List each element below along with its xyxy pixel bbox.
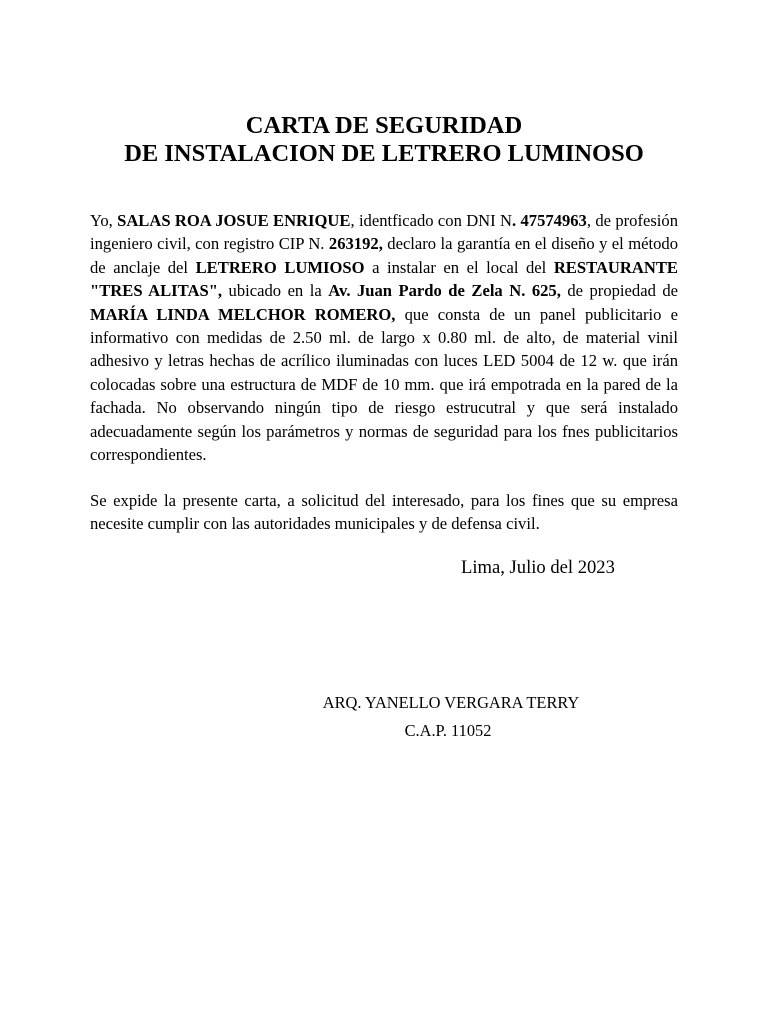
text-run: , identficado con DNI N [350,211,512,230]
document-title-line-2: DE INSTALACION DE LETRERO LUMINOSO [124,140,644,167]
signatory-name: ARQ. YANELLO VERGARA TERRY [322,693,580,712]
sign-type: LETRERO LUMIOSO [195,257,365,277]
text-run: Yo, [90,211,118,230]
text-run: a instalar en el local del [364,257,554,277]
signatory-registration: C.A.P. 11052 [404,721,492,740]
body-paragraph-1 [90,209,678,466]
restaurant-name: RESTAURANTE "TRES ALITAS", [90,257,678,301]
address: Av. Juan Pardo de Zela N. 625, [328,281,561,301]
dni-number: . 47574963 [512,211,587,230]
text-run: que consta de un panel publicitario e informativo con medidas de 2.50 ml. de largo x 0.80 ml. de alto, de material vinil adhesivo y letras hechas de acrílico iluminadas con luces LED 5004 de 12 w. que irán colocadas sobre una estructura de MDF de 10 mm. que irá empotrada en la pared de la fachada. No observando ningún tipo de riesgo estrucutral y que será instalado adecuadamente según los parámetros y normas de seguridad para los fnes publicitarios correspondientes. [90,304,678,465]
document-title-line-1: CARTA DE SEGURIDAD [245,112,523,139]
declarant-name: SALAS ROA JOSUE ENRIQUE [117,211,351,230]
text-run: ubicado en la [222,281,329,301]
cip-number: 263192, [328,234,383,254]
date-line: Lima, Julio del 2023 [461,557,615,578]
text-run: de propiedad de [560,281,679,301]
text-run: declaro la garantía en el diseño y el método de anclaje del [90,234,678,277]
owner-name: MARÍA LINDA MELCHOR ROMERO, [90,304,396,324]
body-paragraph-2: Se expide la presente carta, a solicitud del interesado, para los fines que su empresa necesite cumplir con las autoridades municipales y de defensa civil. [90,491,678,534]
text-run: , de profesión ingeniero civil, con registro CIP N. [90,211,678,254]
